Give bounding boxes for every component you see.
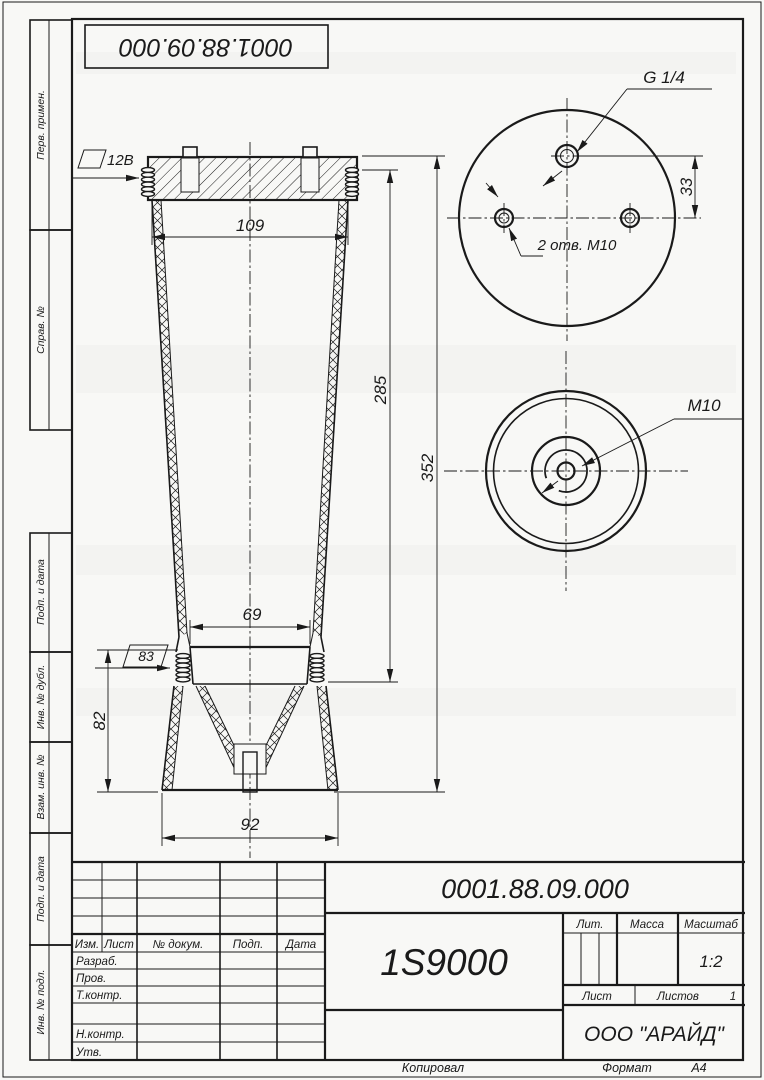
margin-label-sprav: Справ. № bbox=[35, 306, 47, 354]
watermark-bands bbox=[76, 52, 736, 716]
listov-value: 1 bbox=[729, 991, 737, 1003]
flag-box-top bbox=[78, 150, 106, 168]
holes-note-label: 2 отв. М10 bbox=[537, 237, 617, 254]
role-t-kontr: Т.контр. bbox=[76, 990, 123, 1002]
margin-label-inv-dubl: Инв. № дубл. bbox=[35, 664, 47, 730]
dim-33: 33 bbox=[678, 177, 696, 197]
role-n-kontr: Н.контр. bbox=[76, 1029, 125, 1041]
listov-label: Листов bbox=[657, 991, 699, 1003]
col-list: Лист bbox=[104, 939, 134, 951]
col-dokum: № докум. bbox=[152, 939, 204, 951]
thread-coil-bottom-right bbox=[310, 654, 324, 682]
role-razrab: Разраб. bbox=[76, 956, 118, 968]
list-label: Лист bbox=[582, 991, 612, 1003]
company-name: ООО "АРАЙД" bbox=[584, 1023, 724, 1046]
margin-label-perv: Перв. примен. bbox=[35, 90, 47, 160]
margin-label-podp-data-1: Подп. и дата bbox=[35, 559, 47, 625]
dim-352: 352 bbox=[418, 453, 437, 483]
dim-285: 285 bbox=[371, 375, 390, 405]
thread-coil-bottom-left bbox=[176, 654, 190, 682]
corner-stamp bbox=[85, 25, 328, 68]
thread-g14-label: G 1/4 bbox=[643, 68, 685, 87]
footer-strip bbox=[402, 1061, 707, 1075]
thread-coil-top-left bbox=[142, 168, 155, 197]
kopiroval-label: Копировал bbox=[401, 1061, 465, 1075]
main-view-dimensions bbox=[73, 150, 445, 846]
format-label: Формат bbox=[602, 1061, 652, 1075]
masshtab-label: Масштаб bbox=[684, 919, 738, 931]
title-block bbox=[72, 862, 745, 1060]
top-view bbox=[447, 68, 712, 341]
margin-label-vzam-inv: Взам. инв. № bbox=[35, 754, 47, 820]
thread-coil-top-right bbox=[346, 168, 359, 197]
col-data: Дата bbox=[285, 939, 317, 951]
main-view bbox=[142, 142, 359, 858]
lit-label: Лит. bbox=[576, 919, 604, 931]
dim-92: 92 bbox=[240, 815, 260, 834]
format-value: А4 bbox=[691, 1061, 707, 1075]
col-podp: Подп. bbox=[232, 939, 264, 951]
dim-109: 109 bbox=[235, 216, 265, 235]
scale-value: 1:2 bbox=[699, 953, 723, 971]
designation: 0001.88.09.000 bbox=[441, 874, 629, 904]
corner-stamp-text: 0001.88.09.000 bbox=[119, 33, 293, 61]
role-prov: Пров. bbox=[76, 973, 107, 985]
massa-label: Масса bbox=[629, 919, 665, 931]
role-utv: Утв. bbox=[76, 1047, 103, 1059]
dim-69: 69 bbox=[242, 605, 262, 624]
margin-label-podp-data-2: Подп. и дата bbox=[35, 856, 47, 922]
part-name: 1S9000 bbox=[380, 942, 508, 983]
thread-m10-label: М10 bbox=[687, 396, 721, 415]
col-izm: Изм. bbox=[74, 939, 100, 951]
dim-82: 82 bbox=[90, 711, 109, 731]
left-margin-table bbox=[30, 20, 72, 1060]
flag-bottom-label: 83 bbox=[138, 648, 154, 664]
margin-label-inv-podl: Инв. № подл. bbox=[35, 969, 47, 1035]
flag-top-label: 12В bbox=[107, 152, 134, 169]
